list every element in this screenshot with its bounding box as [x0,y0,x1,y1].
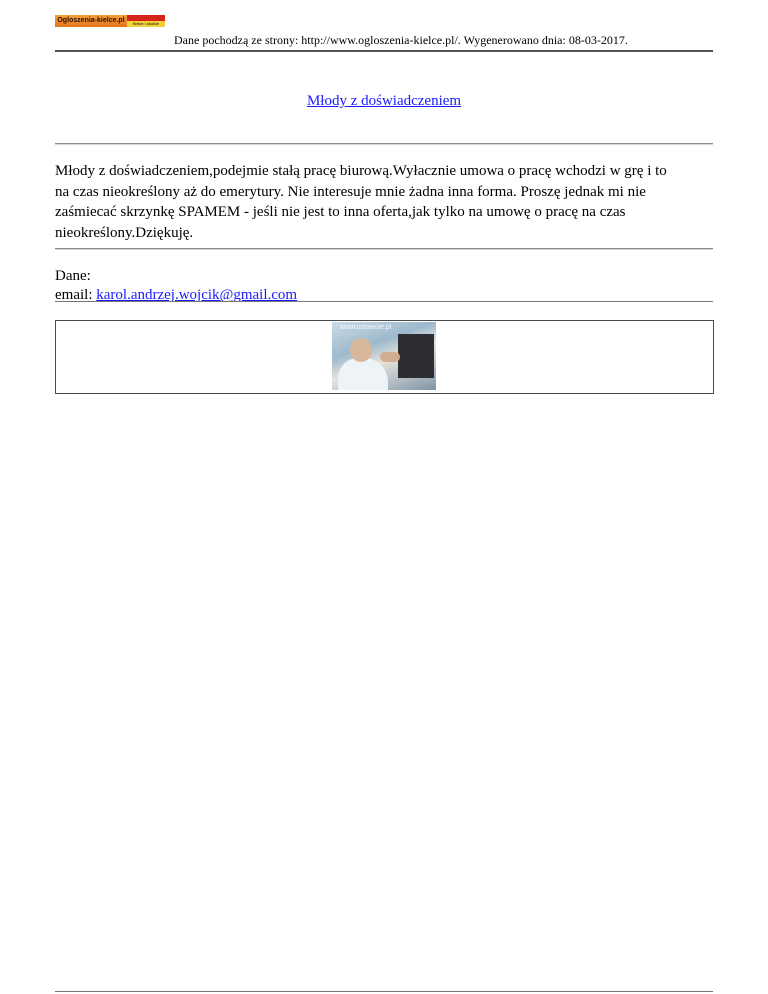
person-body-shape [338,358,388,390]
source-line: Dane pochodzą ze strony: http://www.ogloszenia-kielce.pl/. Wygenerowano dnia: 08-03-2017. [174,33,628,47]
divider-below-description [55,248,713,250]
office-worker-photo[interactable] [332,322,436,390]
contact-heading: Dane: [55,268,91,284]
divider-below-contact [55,301,713,302]
contact-email-row [55,285,297,305]
listing-title-link[interactable]: Młody z doświadczeniem [306,93,462,109]
monitor-shape [398,334,434,378]
listing-description: Młody z doświadczeniem,podejmie stałą pracę biurową.Wyłacznie umowa o pracę wchodzi w grę i to na czas nieokreślony aż do emerytury. Nie interesuje mnie żadna inna forma. Proszę jednak mi nie zaśmiecać skrzynkę SPAMEM - jeśli nie jest to inna oferta,jak tylko na umowę o pracę na czas nieokreślony.Dziękuję. [55,163,667,241]
photo-watermark: www.ustawsie.pl [340,324,392,331]
email-label: email: [55,287,97,303]
logo-badge-subtext: Kielce i okolice [127,21,165,27]
logo-badge [127,15,165,27]
email-link[interactable]: karol.andrzej.wojcik@gmail.com [96,287,298,303]
photo-frame [55,320,714,394]
header-divider [55,50,713,52]
site-logo [55,15,165,27]
listing-title [0,91,768,111]
person-hand-shape [380,352,400,362]
person-head-shape [350,338,372,362]
logo-wordmark: Ogloszenia-kielce.pl [55,15,127,27]
divider-above-description [55,143,713,145]
footer-divider [55,991,713,992]
